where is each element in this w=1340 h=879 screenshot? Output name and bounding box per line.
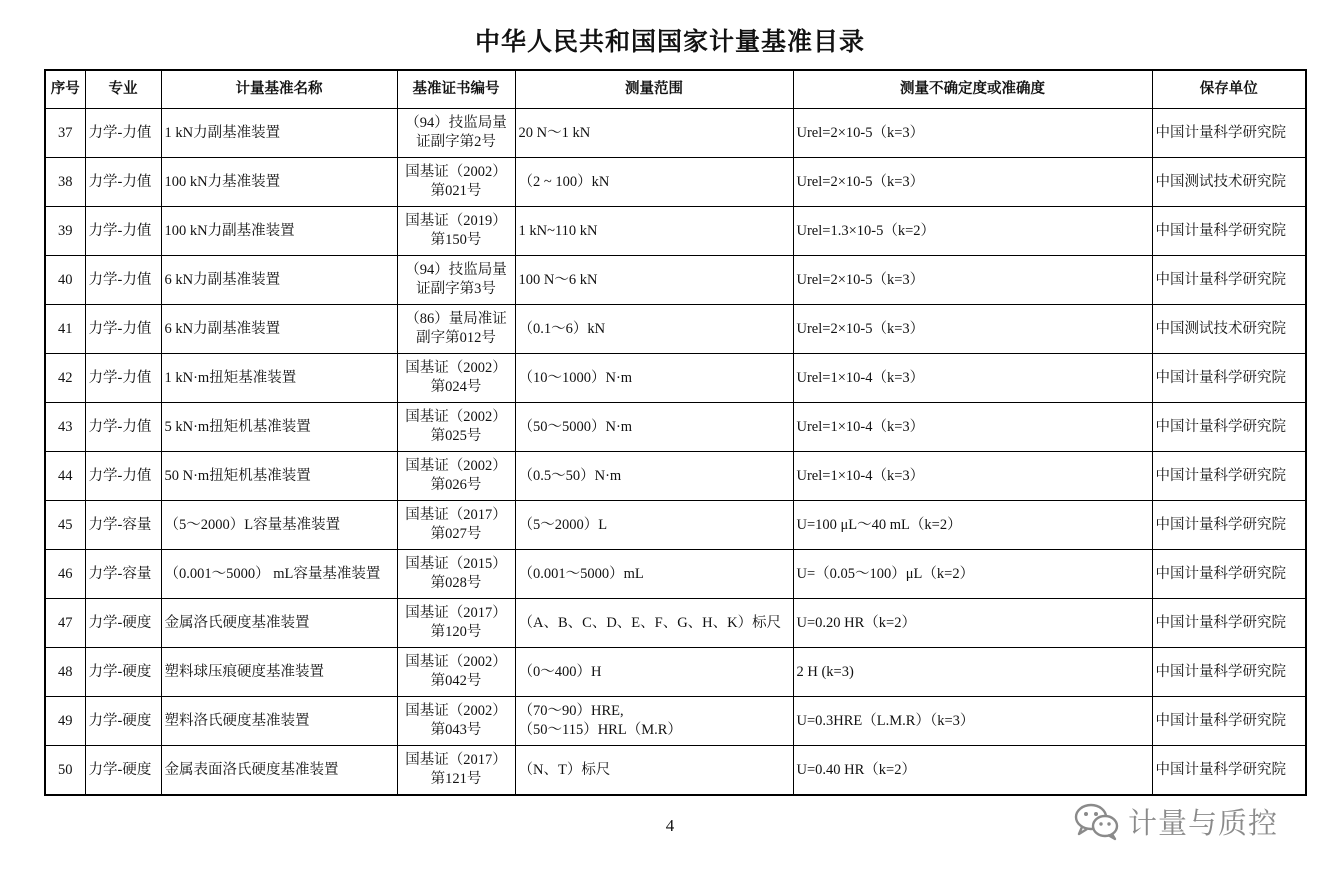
table-row — [45, 452, 1306, 501]
uncertainty-cell: 2 H (k=3) — [793, 648, 1152, 697]
table-row — [45, 403, 1306, 452]
range-line: （10～1000）N·m — [518, 369, 633, 386]
major-cell: 力学-力值 — [85, 354, 161, 403]
certificate-line: 国基证（2002） — [405, 703, 507, 719]
major-cell: 力学-力值 — [85, 305, 161, 354]
table-row — [45, 550, 1306, 599]
major-cell: 力学-力值 — [85, 109, 161, 158]
range-line: （0.001～5000）mL — [518, 565, 644, 582]
certificate-line: 第121号 — [430, 771, 482, 787]
uncertainty-cell: Urel=1×10-4（k=3） — [793, 403, 1152, 452]
standard-name-cell: 100 kN力基准装置 — [161, 158, 397, 207]
major-cell: 力学-容量 — [85, 550, 161, 599]
certificate-cell — [397, 550, 515, 599]
certificate-cell — [397, 452, 515, 501]
organization-cell: 中国计量科学研究院 — [1152, 648, 1306, 697]
uncertainty-cell: Urel=2×10-5（k=3） — [793, 256, 1152, 305]
row-number: 39 — [45, 207, 85, 256]
certificate-line: 国基证（2002） — [405, 164, 507, 180]
table-row — [45, 501, 1306, 550]
table-row — [45, 305, 1306, 354]
range-cell — [515, 256, 793, 305]
header-organization: 保存单位 — [1152, 70, 1306, 109]
table-row — [45, 354, 1306, 403]
certificate-line: 国基证（2017） — [405, 507, 507, 523]
standards-table — [44, 69, 1307, 796]
certificate-line: 国基证（2017） — [405, 605, 507, 621]
standard-name-cell: 6 kN力副基准装置 — [161, 305, 397, 354]
certificate-line: 国基证（2017） — [405, 752, 507, 768]
standard-name-cell: 塑料洛氏硬度基准装置 — [161, 697, 397, 746]
range-cell — [515, 648, 793, 697]
page-number: 4 — [665, 816, 675, 835]
certificate-line: 国基证（2002） — [405, 360, 507, 376]
organization-cell: 中国计量科学研究院 — [1152, 550, 1306, 599]
range-cell — [515, 207, 793, 256]
certificate-line: 国基证（2015） — [405, 556, 507, 572]
standard-name-cell: 金属洛氏硬度基准装置 — [161, 599, 397, 648]
header-uncertainty: 测量不确定度或准确度 — [793, 70, 1152, 109]
row-number: 42 — [45, 354, 85, 403]
row-number: 40 — [45, 256, 85, 305]
standard-name-cell: 50 N·m扭矩机基准装置 — [161, 452, 397, 501]
uncertainty-cell: U=（0.05～100）μL（k=2） — [793, 550, 1152, 599]
major-cell: 力学-硬度 — [85, 697, 161, 746]
watermark-text: 计量与质控 — [1128, 805, 1279, 840]
organization-cell: 中国计量科学研究院 — [1152, 746, 1306, 796]
standard-name-cell: 100 kN力副基准装置 — [161, 207, 397, 256]
standard-name-cell: （0.001～5000） mL容量基准装置 — [161, 550, 397, 599]
uncertainty-cell: U=0.40 HR（k=2） — [793, 746, 1152, 796]
certificate-cell — [397, 403, 515, 452]
header-row — [45, 70, 1306, 109]
standard-name-cell: 金属表面洛氏硬度基准装置 — [161, 746, 397, 796]
certificate-cell — [397, 158, 515, 207]
organization-cell: 中国计量科学研究院 — [1152, 403, 1306, 452]
range-line: （2 ~ 100）kN — [518, 173, 610, 190]
header-range: 测量范围 — [515, 70, 793, 109]
range-line: （0.5～50）N·m — [518, 467, 622, 484]
row-number: 45 — [45, 501, 85, 550]
header-no: 序号 — [45, 70, 85, 109]
certificate-line: 国基证（2002） — [405, 654, 507, 670]
organization-cell: 中国计量科学研究院 — [1152, 697, 1306, 746]
row-number: 41 — [45, 305, 85, 354]
standard-name-cell: 1 kN力副基准装置 — [161, 109, 397, 158]
organization-cell: 中国测试技术研究院 — [1152, 305, 1306, 354]
certificate-cell — [397, 746, 515, 796]
organization-cell: 中国计量科学研究院 — [1152, 109, 1306, 158]
major-cell: 力学-力值 — [85, 403, 161, 452]
range-cell — [515, 501, 793, 550]
table-row — [45, 109, 1306, 158]
certificate-line: 第021号 — [430, 183, 482, 199]
certificate-cell — [397, 109, 515, 158]
range-cell — [515, 403, 793, 452]
standard-name-cell: （5～2000）L容量基准装置 — [161, 501, 397, 550]
certificate-line: （94）技监局量 — [405, 262, 507, 278]
header-cert: 基准证书编号 — [397, 70, 515, 109]
header-name: 计量基准名称 — [161, 70, 397, 109]
organization-cell: 中国计量科学研究院 — [1152, 207, 1306, 256]
certificate-cell — [397, 648, 515, 697]
major-cell: 力学-硬度 — [85, 599, 161, 648]
certificate-line: 副字第012号 — [416, 330, 496, 346]
certificate-line: 第043号 — [430, 722, 482, 738]
organization-cell: 中国计量科学研究院 — [1152, 354, 1306, 403]
major-cell: 力学-力值 — [85, 452, 161, 501]
organization-cell: 中国计量科学研究院 — [1152, 452, 1306, 501]
major-cell: 力学-力值 — [85, 158, 161, 207]
certificate-line: 第120号 — [430, 624, 482, 640]
certificate-line: 国基证（2002） — [405, 409, 507, 425]
certificate-line: （94）技监局量 — [405, 115, 507, 131]
table-row — [45, 158, 1306, 207]
major-cell: 力学-力值 — [85, 207, 161, 256]
row-number: 46 — [45, 550, 85, 599]
row-number: 47 — [45, 599, 85, 648]
row-number: 50 — [45, 746, 85, 796]
table-row — [45, 746, 1306, 796]
wechat-icon — [1072, 801, 1120, 841]
table-row — [45, 697, 1306, 746]
uncertainty-cell: Urel=1×10-4（k=3） — [793, 452, 1152, 501]
uncertainty-cell: Urel=1.3×10-5（k=2） — [793, 207, 1152, 256]
standard-name-cell: 5 kN·m扭矩机基准装置 — [161, 403, 397, 452]
range-cell — [515, 697, 793, 746]
table-row — [45, 599, 1306, 648]
certificate-cell — [397, 256, 515, 305]
certificate-line: 国基证（2019） — [405, 213, 507, 229]
uncertainty-cell: U=100 μL～40 mL（k=2） — [793, 501, 1152, 550]
range-line: （70～90）HRE, — [518, 703, 624, 719]
uncertainty-cell: Urel=2×10-5（k=3） — [793, 158, 1152, 207]
range-cell — [515, 305, 793, 354]
certificate-cell — [397, 501, 515, 550]
row-number: 38 — [45, 158, 85, 207]
organization-cell: 中国计量科学研究院 — [1152, 256, 1306, 305]
row-number: 43 — [45, 403, 85, 452]
organization-cell: 中国计量科学研究院 — [1152, 501, 1306, 550]
certificate-cell — [397, 697, 515, 746]
certificate-line: 第150号 — [430, 232, 482, 248]
certificate-line: （86）量局准证 — [405, 311, 507, 327]
certificate-line: 第024号 — [430, 379, 482, 395]
table-row — [45, 256, 1306, 305]
major-cell: 力学-容量 — [85, 501, 161, 550]
range-line: 20 N～1 kN — [518, 124, 591, 141]
row-number: 49 — [45, 697, 85, 746]
page-title: 中华人民共和国国家计量基准目录 — [474, 27, 865, 56]
range-line: （N、T）标尺 — [518, 761, 611, 778]
header-major: 专业 — [85, 70, 161, 109]
range-line: （A、B、C、D、E、F、G、H、K）标尺 — [518, 614, 782, 631]
range-cell — [515, 158, 793, 207]
certificate-line: 第025号 — [430, 428, 482, 444]
row-number: 37 — [45, 109, 85, 158]
organization-cell: 中国计量科学研究院 — [1152, 599, 1306, 648]
range-cell — [515, 354, 793, 403]
range-cell — [515, 746, 793, 796]
range-line: 1 kN~110 kN — [518, 222, 598, 239]
certificate-cell — [397, 207, 515, 256]
range-line: （0～400）H — [518, 663, 602, 680]
organization-cell: 中国测试技术研究院 — [1152, 158, 1306, 207]
certificate-line: 第026号 — [430, 477, 482, 493]
major-cell: 力学-硬度 — [85, 746, 161, 796]
standard-name-cell: 1 kN·m扭矩基准装置 — [161, 354, 397, 403]
standard-name-cell: 塑料球压痕硬度基准装置 — [161, 648, 397, 697]
range-line: （0.1～6）kN — [518, 320, 606, 337]
range-line: （50～115）HRL（M.R） — [518, 722, 682, 738]
certificate-line: 第042号 — [430, 673, 482, 689]
uncertainty-cell: Urel=1×10-4（k=3） — [793, 354, 1152, 403]
certificate-line: 证副字第3号 — [416, 281, 496, 297]
uncertainty-cell: U=0.20 HR（k=2） — [793, 599, 1152, 648]
certificate-line: 国基证（2002） — [405, 458, 507, 474]
certificate-cell — [397, 305, 515, 354]
row-number: 48 — [45, 648, 85, 697]
range-line: （50～5000）N·m — [518, 418, 633, 435]
certificate-line: 第027号 — [430, 526, 482, 542]
major-cell: 力学-硬度 — [85, 648, 161, 697]
row-number: 44 — [45, 452, 85, 501]
range-cell — [515, 550, 793, 599]
range-cell — [515, 109, 793, 158]
table-row — [45, 207, 1306, 256]
uncertainty-cell: Urel=2×10-5（k=3） — [793, 109, 1152, 158]
table-row — [45, 648, 1306, 697]
standard-name-cell: 6 kN力副基准装置 — [161, 256, 397, 305]
watermark — [1072, 798, 1278, 844]
range-cell — [515, 452, 793, 501]
range-line: （5～2000）L — [518, 516, 608, 533]
major-cell: 力学-力值 — [85, 256, 161, 305]
uncertainty-cell: U=0.3HRE（L.M.R）（k=3） — [793, 697, 1152, 746]
certificate-line: 证副字第2号 — [416, 134, 496, 150]
range-line: 100 N～6 kN — [518, 271, 598, 288]
certificate-cell — [397, 599, 515, 648]
uncertainty-cell: Urel=2×10-5（k=3） — [793, 305, 1152, 354]
certificate-line: 第028号 — [430, 575, 482, 591]
certificate-cell — [397, 354, 515, 403]
range-cell — [515, 599, 793, 648]
